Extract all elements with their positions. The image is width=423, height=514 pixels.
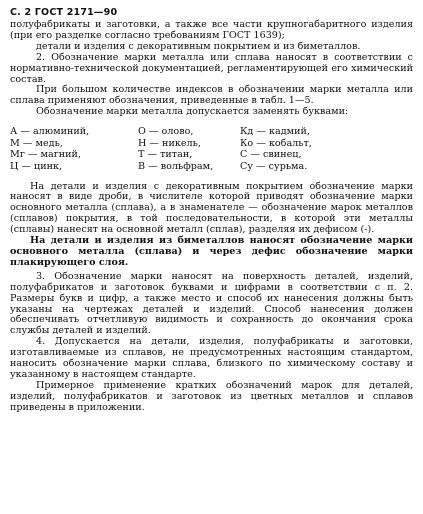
page-header: С. 2 ГОСТ 2171—90 (10, 7, 118, 18)
paragraph-decorative-coating: На детали и изделия с декоративным покрытием обозначение марки наносят в виде дроби, в числителе которой приводят обозначение марки основного металла (сплава), а в знаменателе — обозначение марок металлов (сплавов) покрытия, в той последовательности, в которой эти металлы (сплавы) нанесят на основной металл (сплав), разделяя их дефисом (-). (10, 180, 413, 236)
paragraph-decorative-items: детали и изделия с декоративным покрытием и из биметаллов. (36, 40, 361, 52)
letter-code: А — алюминий, (10, 126, 90, 138)
paragraph-letters-intro: Обозначение марки металла допускается заменять буквами: (36, 106, 349, 118)
paragraph-indices: При большом количестве индексов в обозначении марки металла или сплава применяют обозначения, приведенные в табл. 1—5. (10, 84, 413, 107)
paragraph-clause-3: 3. Обозначение марки наносят на поверхность деталей, изделий, полуфабрикатов и заготовок буквами и цифрами в соответствии с п. 2. Размеры букв и цифр, а также место и способ их нанесения должны быть указаны на чертежах деталей и изделий. Способ нанесения должен обеспечивать отчетливую видимость и сохранность до окончания срока службы деталей и изделий. (10, 270, 413, 337)
paragraph-clause-4: 4. Допускается на детали, изделия, полуфабрикаты и заготовки, изготавливаемые из сплавов, не предусмотренных настоящим стандартом, наносить обозначение марки сплава, близкого по химическому составу и указанному в настоящем стандарте. (10, 336, 413, 380)
letter-code: Мг — магний, (10, 149, 81, 161)
document-body (10, 20, 413, 414)
letter-code: Кд — кадмий, (240, 126, 310, 138)
letter-code: Ц — цинк, (10, 160, 63, 172)
letter-code: О — олово, (138, 126, 194, 138)
paragraph-bimetals: На детали и изделия из биметаллов наносят обозначение марки основного металла (сплава) и через дефис обозначение марки плакирующего слоя. (10, 235, 413, 268)
paragraph-appendix-note: Примерное применение кратких обозначений марок для деталей, изделий, полуфабрикатов и заготовок из цветных металлов и сплавов приведены в приложении. (10, 379, 413, 413)
letter-code: М — медь, (10, 137, 63, 149)
letter-code: Су — сурьма. (240, 160, 308, 172)
letter-code: Т — титан, (138, 149, 193, 161)
paragraph-clause-2: 2. Обозначение марки металла или сплава наносят в соответствии с нормативно-технической документацией, регламентирующей его химический состав. (10, 51, 413, 85)
letter-code: В — вольфрам, (138, 160, 214, 172)
letter-code: Н — никель, (138, 137, 201, 149)
letter-code: С — свинец, (240, 149, 302, 161)
paragraph-continuation: полуфабрикаты и заготовки, а также все части крупногабаритного изделия (при его разделке согласно требованиям ГОСТ 1639); (10, 19, 413, 41)
letter-code: Ко — кобальт, (240, 137, 312, 149)
letter-designation-list (10, 126, 413, 172)
